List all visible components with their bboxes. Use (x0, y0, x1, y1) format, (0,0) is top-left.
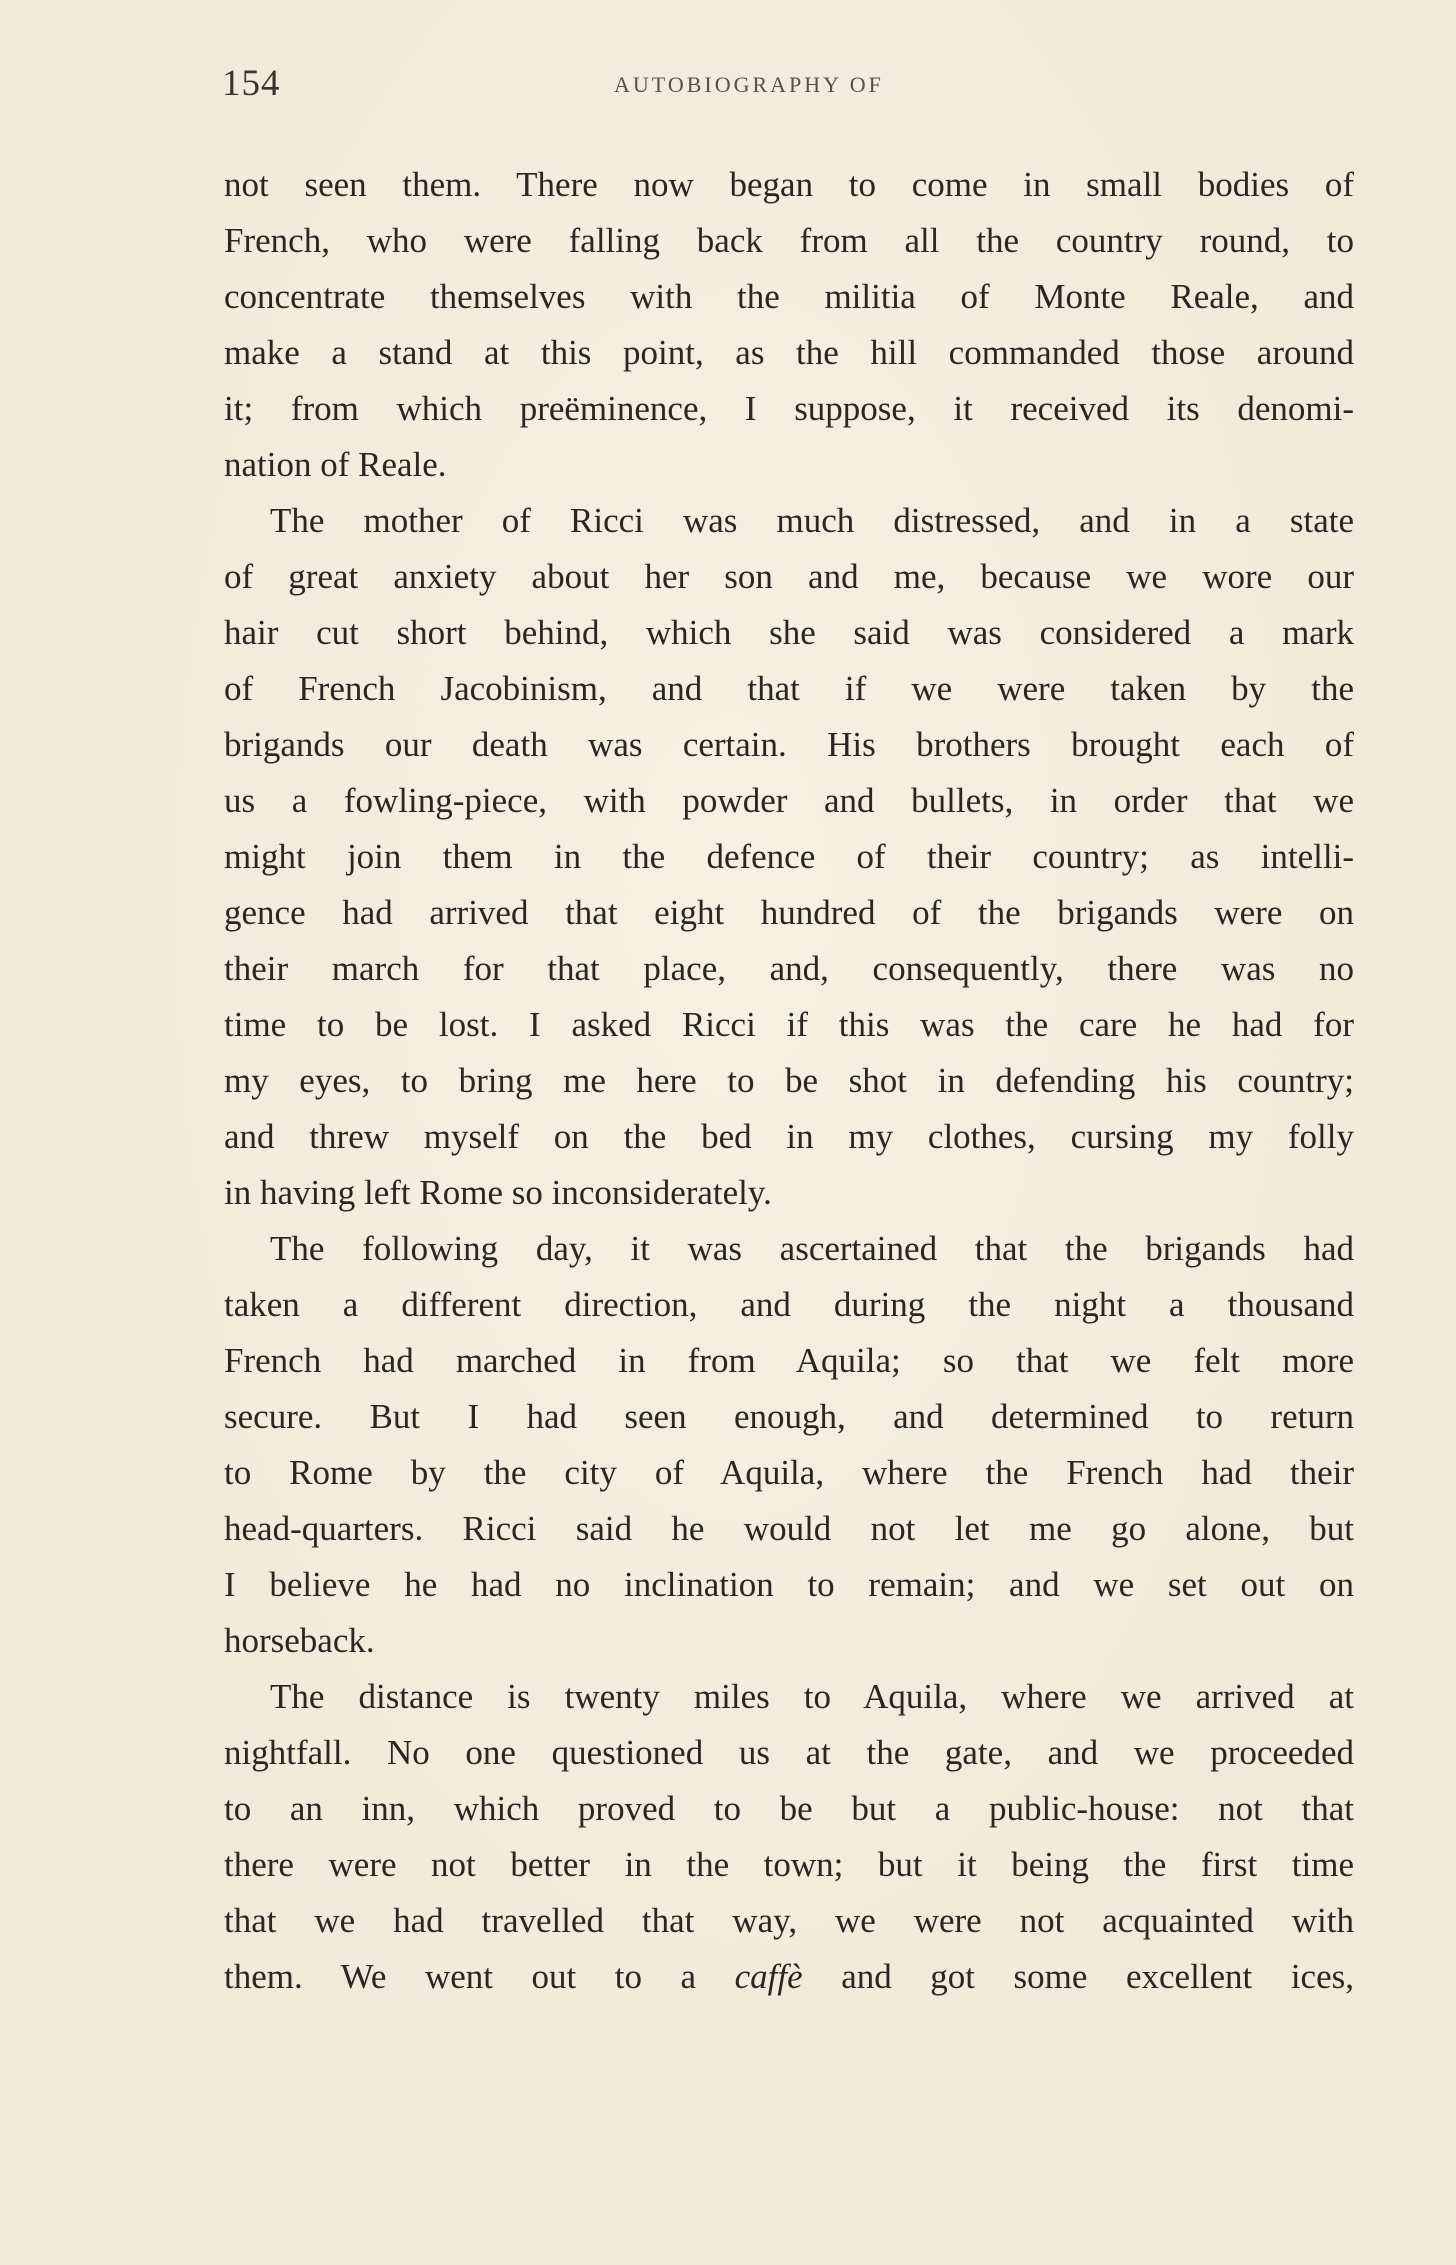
text-line (224, 269, 1354, 325)
page-number: 154 (222, 63, 281, 104)
text-line (224, 1949, 1354, 2005)
running-head (0, 62, 1456, 112)
text-line-content: nightfall. No one questioned us at the gate, and we proceeded (224, 1733, 1354, 1772)
text-line (224, 1501, 1354, 1557)
text-line-content: there were not better in the town; but it being the first time (224, 1845, 1354, 1884)
text-line (224, 1445, 1354, 1501)
text-line-content: us a fowling-piece, with powder and bullets, in order that we (224, 781, 1354, 820)
text-line (224, 661, 1354, 717)
text-line-content: taken a different direction, and during the night a thousand (224, 1285, 1354, 1324)
text-line (224, 1725, 1354, 1781)
text-line-content: it; from which preëminence, I suppose, it received its denomi- (224, 389, 1354, 428)
text-line (224, 213, 1354, 269)
text-line-content: gence had arrived that eight hundred of the brigands were on (224, 893, 1354, 932)
text-line-content: my eyes, to bring me here to be shot in defending his country; (224, 1061, 1354, 1100)
text-line (224, 157, 1354, 213)
text-line-content: make a stand at this point, as the hill commanded those around (224, 333, 1354, 372)
text-line-content: secure. But I had seen enough, and determined to return (224, 1397, 1354, 1436)
text-line-content: them. We went out to a (224, 1957, 735, 1996)
text-line (224, 1669, 1354, 1725)
text-line-content: hair cut short behind, which she said was considered a mark (224, 613, 1354, 652)
text-line-content: brigands our death was certain. His brothers brought each of (224, 725, 1354, 764)
text-line (224, 1557, 1354, 1613)
text-line (224, 941, 1354, 997)
text-line-content: might join them in the defence of their country; as intelli- (224, 837, 1354, 876)
text-line (224, 605, 1354, 661)
text-line (224, 773, 1354, 829)
text-line-content: The distance is twenty miles to Aquila, where we arrived at (270, 1677, 1354, 1716)
text-line (224, 1333, 1354, 1389)
text-line-content: French, who were falling back from all the country round, to (224, 221, 1354, 260)
text-line-content: and threw myself on the bed in my clothes, cursing my folly (224, 1117, 1354, 1156)
text-line (224, 1781, 1354, 1837)
text-line (224, 997, 1354, 1053)
text-line-content: in having left Rome so inconsiderately. (224, 1173, 772, 1212)
running-head-title: AUTOBIOGRAPHY OF (614, 72, 884, 97)
text-line-content: The following day, it was ascertained that the brigands had (270, 1229, 1354, 1268)
text-line-content: French had marched in from Aquila; so that we felt more (224, 1341, 1354, 1380)
text-line (224, 885, 1354, 941)
text-line (224, 829, 1354, 885)
text-line-content: concentrate themselves with the militia of Monte Reale, and (224, 277, 1354, 316)
text-line (224, 1837, 1354, 1893)
text-line (224, 1893, 1354, 1949)
text-line-content: time to be lost. I asked Ricci if this was the care he had for (224, 1005, 1354, 1044)
text-line (224, 549, 1354, 605)
body-text (224, 157, 1354, 2005)
text-line-content: nation of Reale. (224, 445, 447, 484)
text-line-content: of French Jacobinism, and that if we were taken by the (224, 669, 1354, 708)
text-line-content: I believe he had no inclination to remain; and we set out on (224, 1565, 1354, 1604)
text-line (224, 381, 1354, 437)
text-line (224, 1053, 1354, 1109)
text-line (224, 1165, 1354, 1221)
text-line (224, 717, 1354, 773)
text-line-content: horseback. (224, 1621, 375, 1660)
text-line-content: that we had travelled that way, we were not acquainted with (224, 1901, 1354, 1940)
text-line-content: to Rome by the city of Aquila, where the French had their (224, 1453, 1354, 1492)
text-line-content: to an inn, which proved to be but a public-house: not that (224, 1789, 1354, 1828)
text-line-tail: and got some excellent ices, (802, 1957, 1354, 1996)
text-line-content: of great anxiety about her son and me, because we wore our (224, 557, 1354, 596)
text-line-content: their march for that place, and, consequently, there was no (224, 949, 1354, 988)
text-line-content: not seen them. There now began to come in small bodies of (224, 165, 1354, 204)
text-line (224, 325, 1354, 381)
text-line (224, 1109, 1354, 1165)
text-line (224, 1613, 1354, 1669)
text-line (224, 1277, 1354, 1333)
text-line-content: head-quarters. Ricci said he would not let me go alone, but (224, 1509, 1354, 1548)
text-line (224, 437, 1354, 493)
text-line (224, 1389, 1354, 1445)
text-line (224, 493, 1354, 549)
italic-word: caffè (734, 1957, 803, 1996)
text-line (224, 1221, 1354, 1277)
text-line-content: The mother of Ricci was much distressed, and in a state (270, 501, 1354, 540)
